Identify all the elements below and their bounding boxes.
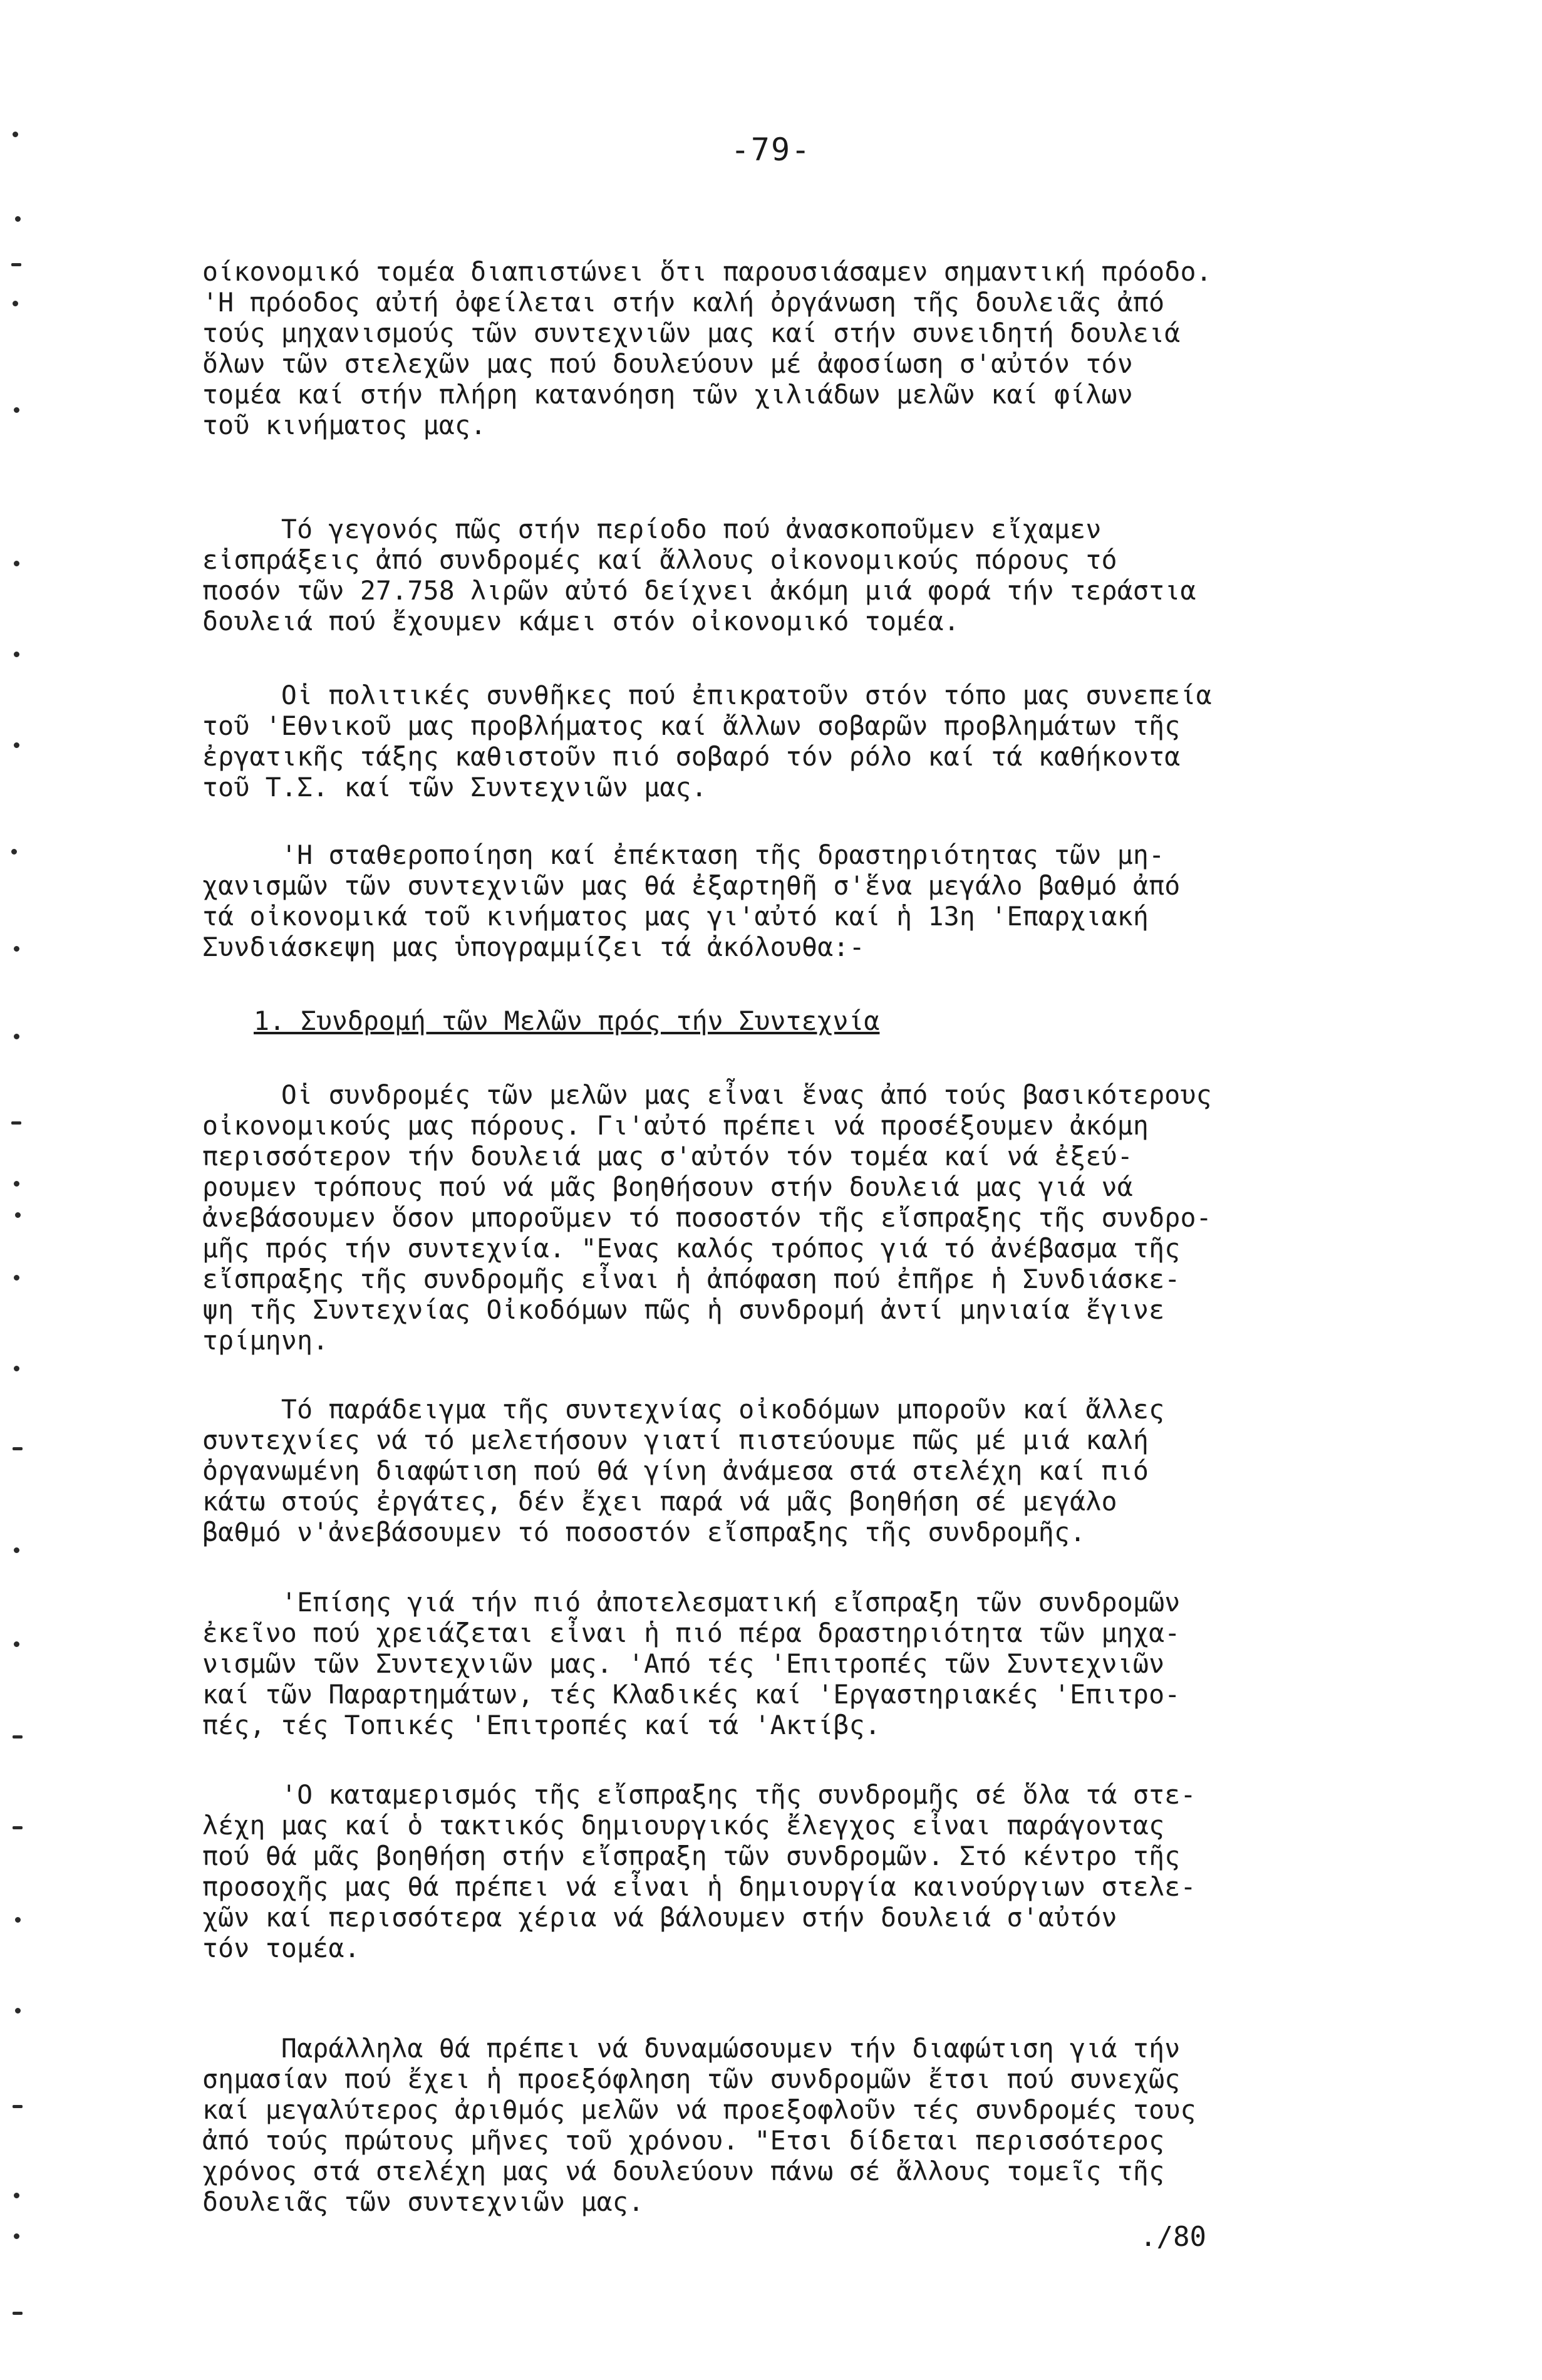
text-line: Οἱ πολιτικές συνθῆκες πού ἐπικρατοῦν στόν τόπο μας συνεπεία <box>202 680 1212 710</box>
margin-dot <box>14 1641 19 1647</box>
text-line: τρίμηνη. <box>202 1325 329 1356</box>
text-line: εἰσπράξεις ἀπό συνδρομές καί ἄλλους οἰκονομικούς πόρους τό <box>202 544 1117 575</box>
text-line: χῶν καί περισσότερα χέρια νά βάλουμεν στήν δουλειά σ'αὐτόν <box>202 1902 1117 1933</box>
text-line: καί τῶν Παραρτημάτων, τές Κλαδικές καί 'Εργαστηριακές 'Επιτρο- <box>202 1679 1181 1710</box>
text-line: ἐκεῖνο πού χρειάζεται εἶναι ἡ πιό πέρα δραστηριότητα τῶν μηχα- <box>202 1618 1181 1648</box>
margin-dot <box>14 561 19 566</box>
margin-dot <box>14 1034 19 1039</box>
text-line: νισμῶν τῶν Συντεχνιῶν μας. 'Από τές 'Επιτροπές τῶν Συντεχνιῶν <box>202 1648 1165 1679</box>
paragraph <box>202 1587 1380 1740</box>
margin-dot <box>15 2008 21 2014</box>
text-line: 'Επίσης γιά τήν πιό ἀποτελεσματική εἴσπραξη τῶν συνδρομῶν <box>202 1587 1181 1618</box>
margin-dash <box>11 263 21 266</box>
margin-punch-marks <box>0 0 38 2380</box>
margin-dot <box>14 2193 19 2198</box>
text-line: ἀνεβάσουμεν ὅσον μποροῦμεν τό ποσοστόν τῆς εἴσπραξης τῆς συνδρο- <box>202 1202 1212 1233</box>
paragraph <box>202 680 1380 803</box>
text-line: συντεχνίες νά τό μελετήσουν γιατί πιστεύουμε πῶς μέ μιά καλή <box>202 1425 1149 1455</box>
margin-dot <box>14 1275 19 1281</box>
margin-dot <box>14 1366 19 1371</box>
text-line: περισσότερον τήν δουλειά μας σ'αὐτόν τόν τομέα καί νά ἐξεύ- <box>202 1141 1133 1172</box>
margin-dash <box>13 2105 23 2108</box>
text-line: Οἱ συνδρομές τῶν μελῶν μας εἶναι ἕνας ἀπό τούς βασικότερους <box>202 1079 1212 1110</box>
text-line: τόν τομέα. <box>202 1933 360 1963</box>
text-line: ὀργανωμένη διαφώτιση πού θά γίνη ἀνάμεσα στά στελέχη καί πιό <box>202 1455 1149 1486</box>
text-line: 'Η πρόοδος αὐτή ὀφείλεται στήν καλή ὀργάνωση τῆς δουλειᾶς ἀπό <box>202 287 1165 318</box>
margin-dash <box>13 1447 23 1450</box>
text-line: ρουμεν τρόπους πού νά μᾶς βοηθήσουν στήν δουλειά μας γιά νά <box>202 1172 1133 1202</box>
text-line: δουλειᾶς τῶν συντεχνιῶν μας. <box>202 2186 644 2217</box>
text-line: Τό παράδειγμα τῆς συντεχνίας οἰκοδόμων μποροῦν καί ἄλλες <box>202 1394 1165 1425</box>
text-line: οίκονομικό τομέα διαπιστώνει ὅτι παρουσιάσαμεν σημαντική πρόοδο. <box>202 256 1212 287</box>
margin-dot <box>11 849 17 855</box>
margin-dot <box>14 742 19 748</box>
text-line: πές, τές Τοπικές 'Επιτροπές καί τά 'Ακτίβς. <box>202 1710 881 1740</box>
text-line: βαθμό ν'ἀνεβάσουμεν τό ποσοστόν εἴσπραξης τῆς συνδρομῆς. <box>202 1517 1086 1547</box>
margin-dot <box>15 1917 21 1923</box>
margin-dot <box>13 132 18 137</box>
margin-dot <box>14 652 19 657</box>
text-line: Τό γεγονός πῶς στήν περίοδο πού ἀνασκοποῦμεν εἴχαμεν <box>202 514 1102 544</box>
text-line: τομέα καί στήν πλήρη κατανόηση τῶν χιλιάδων μελῶν καί φίλων <box>202 379 1133 410</box>
section-heading: 1. Συνδρομή τῶν Μελῶν πρός τήν Συντεχνία <box>254 1006 880 1036</box>
margin-dot <box>15 1212 21 1218</box>
text-line: ποσόν τῶν 27.758 λιρῶν αὐτό δείχνει ἀκόμη μιά φορά τήν τεράστια <box>202 575 1196 606</box>
text-line: λέχη μας καί ὁ τακτικός δημιουργικός ἔλεγχος εἶναι παράγοντας <box>202 1810 1165 1841</box>
text-line: προσοχῆς μας θά πρέπει νά εἶναι ἡ δημιουργία καινούργιων στελε- <box>202 1871 1196 1902</box>
margin-dot <box>14 2233 19 2239</box>
page-number: -79- <box>730 132 812 168</box>
text-line: τοῦ κινήματος μας. <box>202 410 487 440</box>
text-line: χανισμῶν τῶν συντεχνιῶν μας θά ἐξαρτηθῆ σ'ἕνα μεγάλο βαθμό ἀπό <box>202 870 1181 901</box>
text-line: ψη τῆς Συντεχνίας Οἰκοδόμων πῶς ἡ συνδρομή ἀντί μηνιαία ἔγινε <box>202 1294 1165 1325</box>
margin-dot <box>14 1181 19 1187</box>
text-line: τοῦ Τ.Σ. καί τῶν Συντεχνιῶν μας. <box>202 772 707 803</box>
margin-dot <box>14 1547 19 1553</box>
text-line: 'Η σταθεροποίηση καί ἐπέκταση τῆς δραστηριότητας τῶν μη- <box>202 839 1165 870</box>
text-line: τοῦ 'Εθνικοῦ μας προβλήματος καί ἄλλων σοβαρῶν προβλημάτων τῆς <box>202 710 1181 741</box>
paragraph <box>202 1394 1380 1547</box>
paragraph <box>202 1079 1380 1356</box>
text-line: χρόνος στά στελέχη μας νά δουλεύουν πάνω σέ ἄλλους τομεῖς τῆς <box>202 2156 1165 2186</box>
text-line: ὅλων τῶν στελεχῶν μας πού δουλεύουν μέ ἀφοσίωση σ'αὐτόν τόν <box>202 348 1133 379</box>
text-line: δουλειά πού ἔχουμεν κάμει στόν οἰκονομικό τομέα. <box>202 606 960 637</box>
paragraph <box>202 514 1380 637</box>
text-line: καί μεγαλύτερος ἀριθμός μελῶν νά προεξοφλοῦν τές συνδρομές τους <box>202 2094 1196 2125</box>
margin-dash <box>13 1826 23 1829</box>
margin-dot <box>14 946 19 952</box>
text-line: Παράλληλα θά πρέπει νά δυναμώσουμεν τήν διαφώτιση γιά τήν <box>202 2033 1181 2064</box>
margin-dot <box>13 301 18 306</box>
paragraph <box>202 256 1380 440</box>
margin-dash <box>11 1121 21 1125</box>
text-line: Συνδιάσκεψη μας ὑπογραμμίζει τά ἀκόλουθα:- <box>202 932 865 962</box>
margin-dash <box>13 1735 23 1738</box>
text-line: 'Ο καταμερισμός τῆς εἴσπραξης τῆς συνδρομῆς σέ ὅλα τά στε- <box>202 1779 1196 1810</box>
margin-dot <box>14 407 19 413</box>
text-line: τά οἰκονομικά τοῦ κινήματος μας γι'αὐτό καί ἡ 13η 'Επαρχιακή <box>202 901 1149 932</box>
text-line: πού θά μᾶς βοηθήση στήν εἴσπραξη τῶν συνδρομῶν. Στό κέντρο τῆς <box>202 1841 1181 1871</box>
text-line: κάτω στούς ἐργάτες, δέν ἔχει παρά νά μᾶς βοηθήση σέ μεγάλο <box>202 1486 1117 1517</box>
paragraph <box>202 2033 1380 2217</box>
margin-dash <box>13 2312 23 2315</box>
continuation-marker: ./80 <box>1140 2221 1206 2253</box>
text-line: ἀπό τούς πρώτους μῆνες τοῦ χρόνου. "Ετσι δίδεται περισσότερος <box>202 2125 1165 2156</box>
paragraph <box>202 1779 1380 1963</box>
text-line: τούς μηχανισμούς τῶν συντεχνιῶν μας καί στήν συνειδητή δουλειά <box>202 318 1181 348</box>
margin-dot <box>15 216 21 222</box>
text-line: εἴσπραξης τῆς συνδρομῆς εἶναι ἡ ἀπόφαση πού ἐπῆρε ἡ Συνδιάσκε- <box>202 1264 1181 1294</box>
text-line: σημασίαν πού ἔχει ἡ προεξόφληση τῶν συνδρομῶν ἔτσι πού συνεχῶς <box>202 2064 1181 2094</box>
text-line: μῆς πρός τήν συντεχνία. "Ενας καλός τρόπος γιά τό ἀνέβασμα τῆς <box>202 1233 1181 1264</box>
paragraph <box>202 839 1380 962</box>
text-line: οἰκονομικούς μας πόρους. Γι'αὐτό πρέπει νά προσέξουμεν ἀκόμη <box>202 1110 1149 1141</box>
text-line: ἐργατικῆς τάξης καθιστοῦν πιό σοβαρό τόν ρόλο καί τά καθήκοντα <box>202 741 1181 772</box>
